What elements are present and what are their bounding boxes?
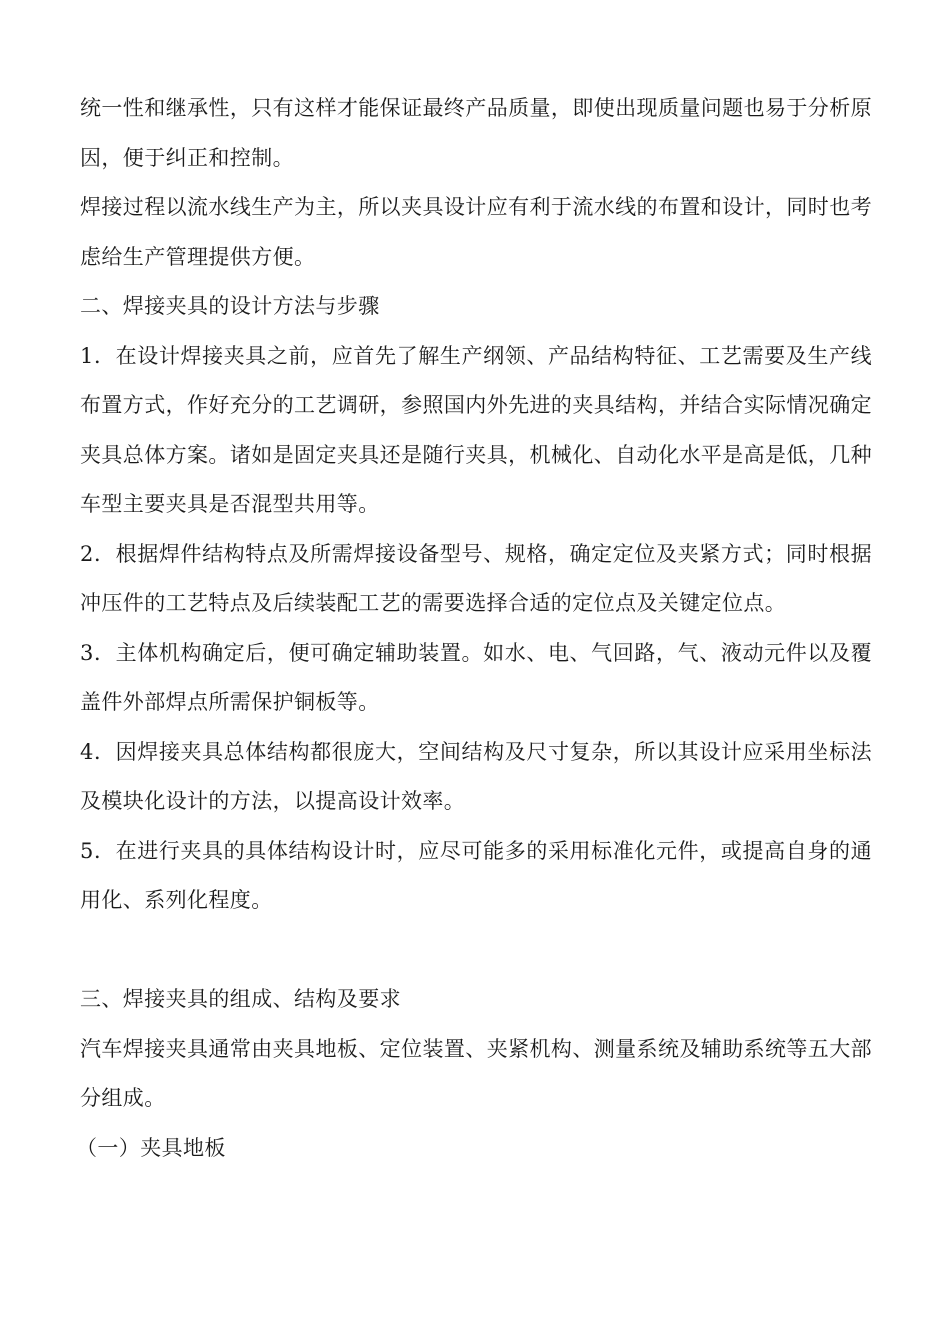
blank-line	[80, 926, 872, 976]
section-2-item-5: 5．在进行夹具的具体结构设计时，应尽可能多的采用标准化元件，或提高自身的通用化、系列化程度。	[80, 838, 872, 912]
intro-paragraph-2: 焊接过程以流水线生产为主，所以夹具设计应有利于流水线的布置和设计，同时也考虑给生产管理提供方便。	[80, 195, 872, 269]
section-2-item-4: 4．因焊接夹具总体结构都很庞大，空间结构及尺寸复杂，所以其设计应采用坐标法及模块化设计的方法，以提高设计效率。	[80, 739, 872, 813]
section-3-subheading: （一）夹具地板	[76, 1135, 226, 1160]
section-2-item-3: 3．主体机构确定后，便可确定辅助装置。如水、电、气回路，气、液动元件以及覆盖件外部焊点所需保护铜板等。	[80, 640, 872, 714]
intro-paragraph-1: 统一性和继承性，只有这样才能保证最终产品质量，即使出现质量问题也易于分析原因，便于纠正和控制。	[80, 96, 872, 170]
document-body	[76, 84, 872, 1173]
section-2-item-2: 2．根据焊件结构特点及所需焊接设备型号、规格，确定定位及夹紧方式；同时根据冲压件的工艺特点及后续装配工艺的需要选择合适的定位点及关键定位点。	[80, 541, 872, 615]
section-3-paragraph: 汽车焊接夹具通常由夹具地板、定位装置、夹紧机构、测量系统及辅助系统等五大部分组成。	[80, 1036, 872, 1110]
section-2-heading: 二、焊接夹具的设计方法与步骤	[80, 294, 380, 318]
section-2-item-1: 1．在设计焊接夹具之前，应首先了解生产纲领、产品结构特征、工艺需要及生产线布置方式，作好充分的工艺调研，参照国内外先进的夹具结构，并结合实际情况确定夹具总体方案。诸如是固定夹具还是随行夹具，机械化、自动化水平是高是低，几种车型主要夹具是否混型共用等。	[80, 343, 872, 516]
section-3-heading: 三、焊接夹具的组成、结构及要求	[80, 987, 401, 1011]
